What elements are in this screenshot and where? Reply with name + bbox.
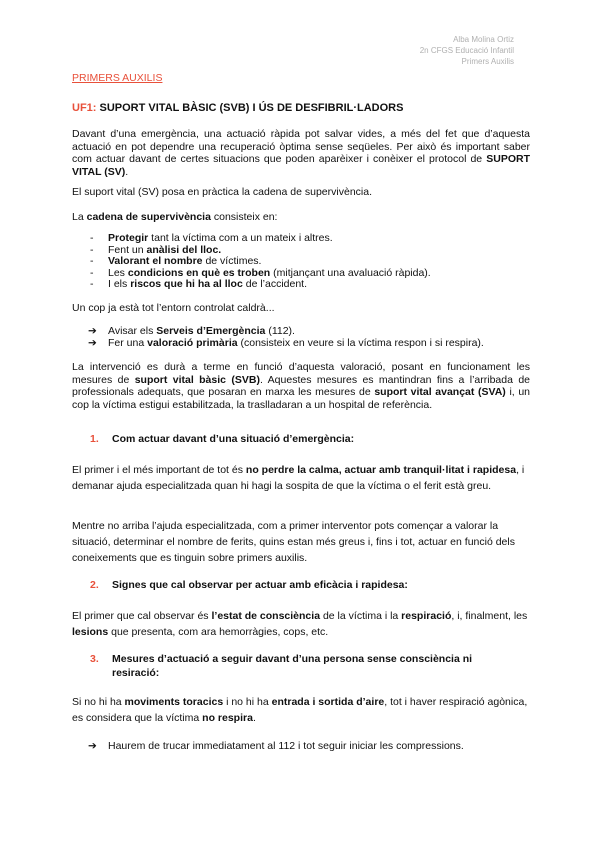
header-subject: Primers Auxilis (461, 57, 514, 66)
arrow-icon: ➔ (88, 740, 97, 752)
list-item: - Les condicions en què es troben (mitjançant una avaluació ràpida). (72, 268, 431, 280)
signs-paragraph: El primer que cal observar és l’estat de consciència de la víctima i la respiració, i, finalment, les lesions que presenta, com ara hemorràgies, cops, etc. (72, 610, 528, 638)
steps-list (72, 326, 484, 349)
list-item: ➔ Haurem de trucar immediatament al 112 i tot seguir iniciar les compressions. (88, 740, 464, 752)
header-author: Alba Molina Ortiz (453, 35, 514, 44)
heading-1: 1. Com actuar davant d’una situació d’emergència: (90, 433, 355, 445)
list-item: ➔ Fer una valoració primària (consisteix en veure si la víctima respon i si respira). (88, 336, 484, 349)
breathing-paragraph: Si no hi ha moviments toracics i no hi ha entrada i sortida d’aire, tot i haver respiració agònica, es considera que la víctima no respira. (72, 696, 528, 724)
list-item: - Protegir tant la víctima com a un mateix i altres. (72, 233, 431, 245)
chain-intro: La cadena de supervivència consisteix en: (72, 211, 278, 223)
intervention-paragraph: La intervenció es durà a terme en funció d’aquesta valoració, posant en funcionament les mesures de suport vital bàsic (SVB). Aquestes mesures es mantindran fins a l’arribada de professionals adequats, que posaran en marxa les mesures de suport vital avançat (SVA) i, un cop la víctima estigui estabilitzada, la traslladaran a un hospital de referència. (72, 361, 531, 411)
section-title: PRIMERS AUXILIS (72, 72, 163, 84)
unit-title (72, 102, 403, 114)
sv-paragraph: El suport vital (SV) posa en pràctica la cadena de supervivència. (72, 186, 372, 198)
unit-name: SUPORT VITAL BÀSIC (SVB) I ÚS DE DESFIBRIL·LADORS (96, 102, 404, 114)
chain-list (72, 233, 431, 291)
final-step-list (72, 741, 464, 753)
waiting-paragraph: Mentre no arriba l’ajuda especialitzada, com a primer interventor pots començar a valorar la situació, determinar el nombre de ferits, quins estan més greus i, fins i tot, actuar en funció dels coneixements que es tinguin sobre primers auxilis. (72, 520, 515, 564)
arrow-icon: ➔ (88, 336, 97, 349)
list-item: - I els riscos que hi ha al lloc de l’accident. (72, 279, 431, 291)
list-item: - Valorant el nombre de víctimes. (72, 256, 431, 268)
calm-paragraph: El primer i el més important de tot és no perdre la calma, actuar amb tranquil·litat i rapidesa, i demanar ajuda especialitzada quan hi hagi la sospita de que la víctima o el ferit està greu. (72, 464, 525, 492)
heading-3: 3. Mesures d’actuació a seguir davant d’una persona sense consciència ni resiració: (90, 653, 473, 679)
intro-paragraph: Davant d’una emergència, una actuació ràpida pot salvar vides, a més del fet que d’aquesta actuació en pot dependre una recuperació òptima sense seqüeles. Per això és important saber com actuar davant de certes situacions que poden aparèixer i conèixer el protocol de SUPORT VITAL (SV). (72, 128, 530, 178)
list-item: - Fent un anàlisi del lloc. (72, 245, 431, 257)
controlled-paragraph: Un cop ja està tot l’entorn controlat caldrà... (72, 302, 275, 314)
unit-label: UF1: (72, 102, 97, 114)
heading-2: 2. Signes que cal observar per actuar amb eficàcia i rapidesa: (90, 579, 408, 591)
arrow-icon: ➔ (88, 325, 97, 337)
list-item: ➔ Avisar els Serveis d’Emergència (112). (88, 325, 295, 337)
page-header (420, 34, 514, 67)
header-course: 2n CFGS Educació Infantil (419, 46, 514, 55)
